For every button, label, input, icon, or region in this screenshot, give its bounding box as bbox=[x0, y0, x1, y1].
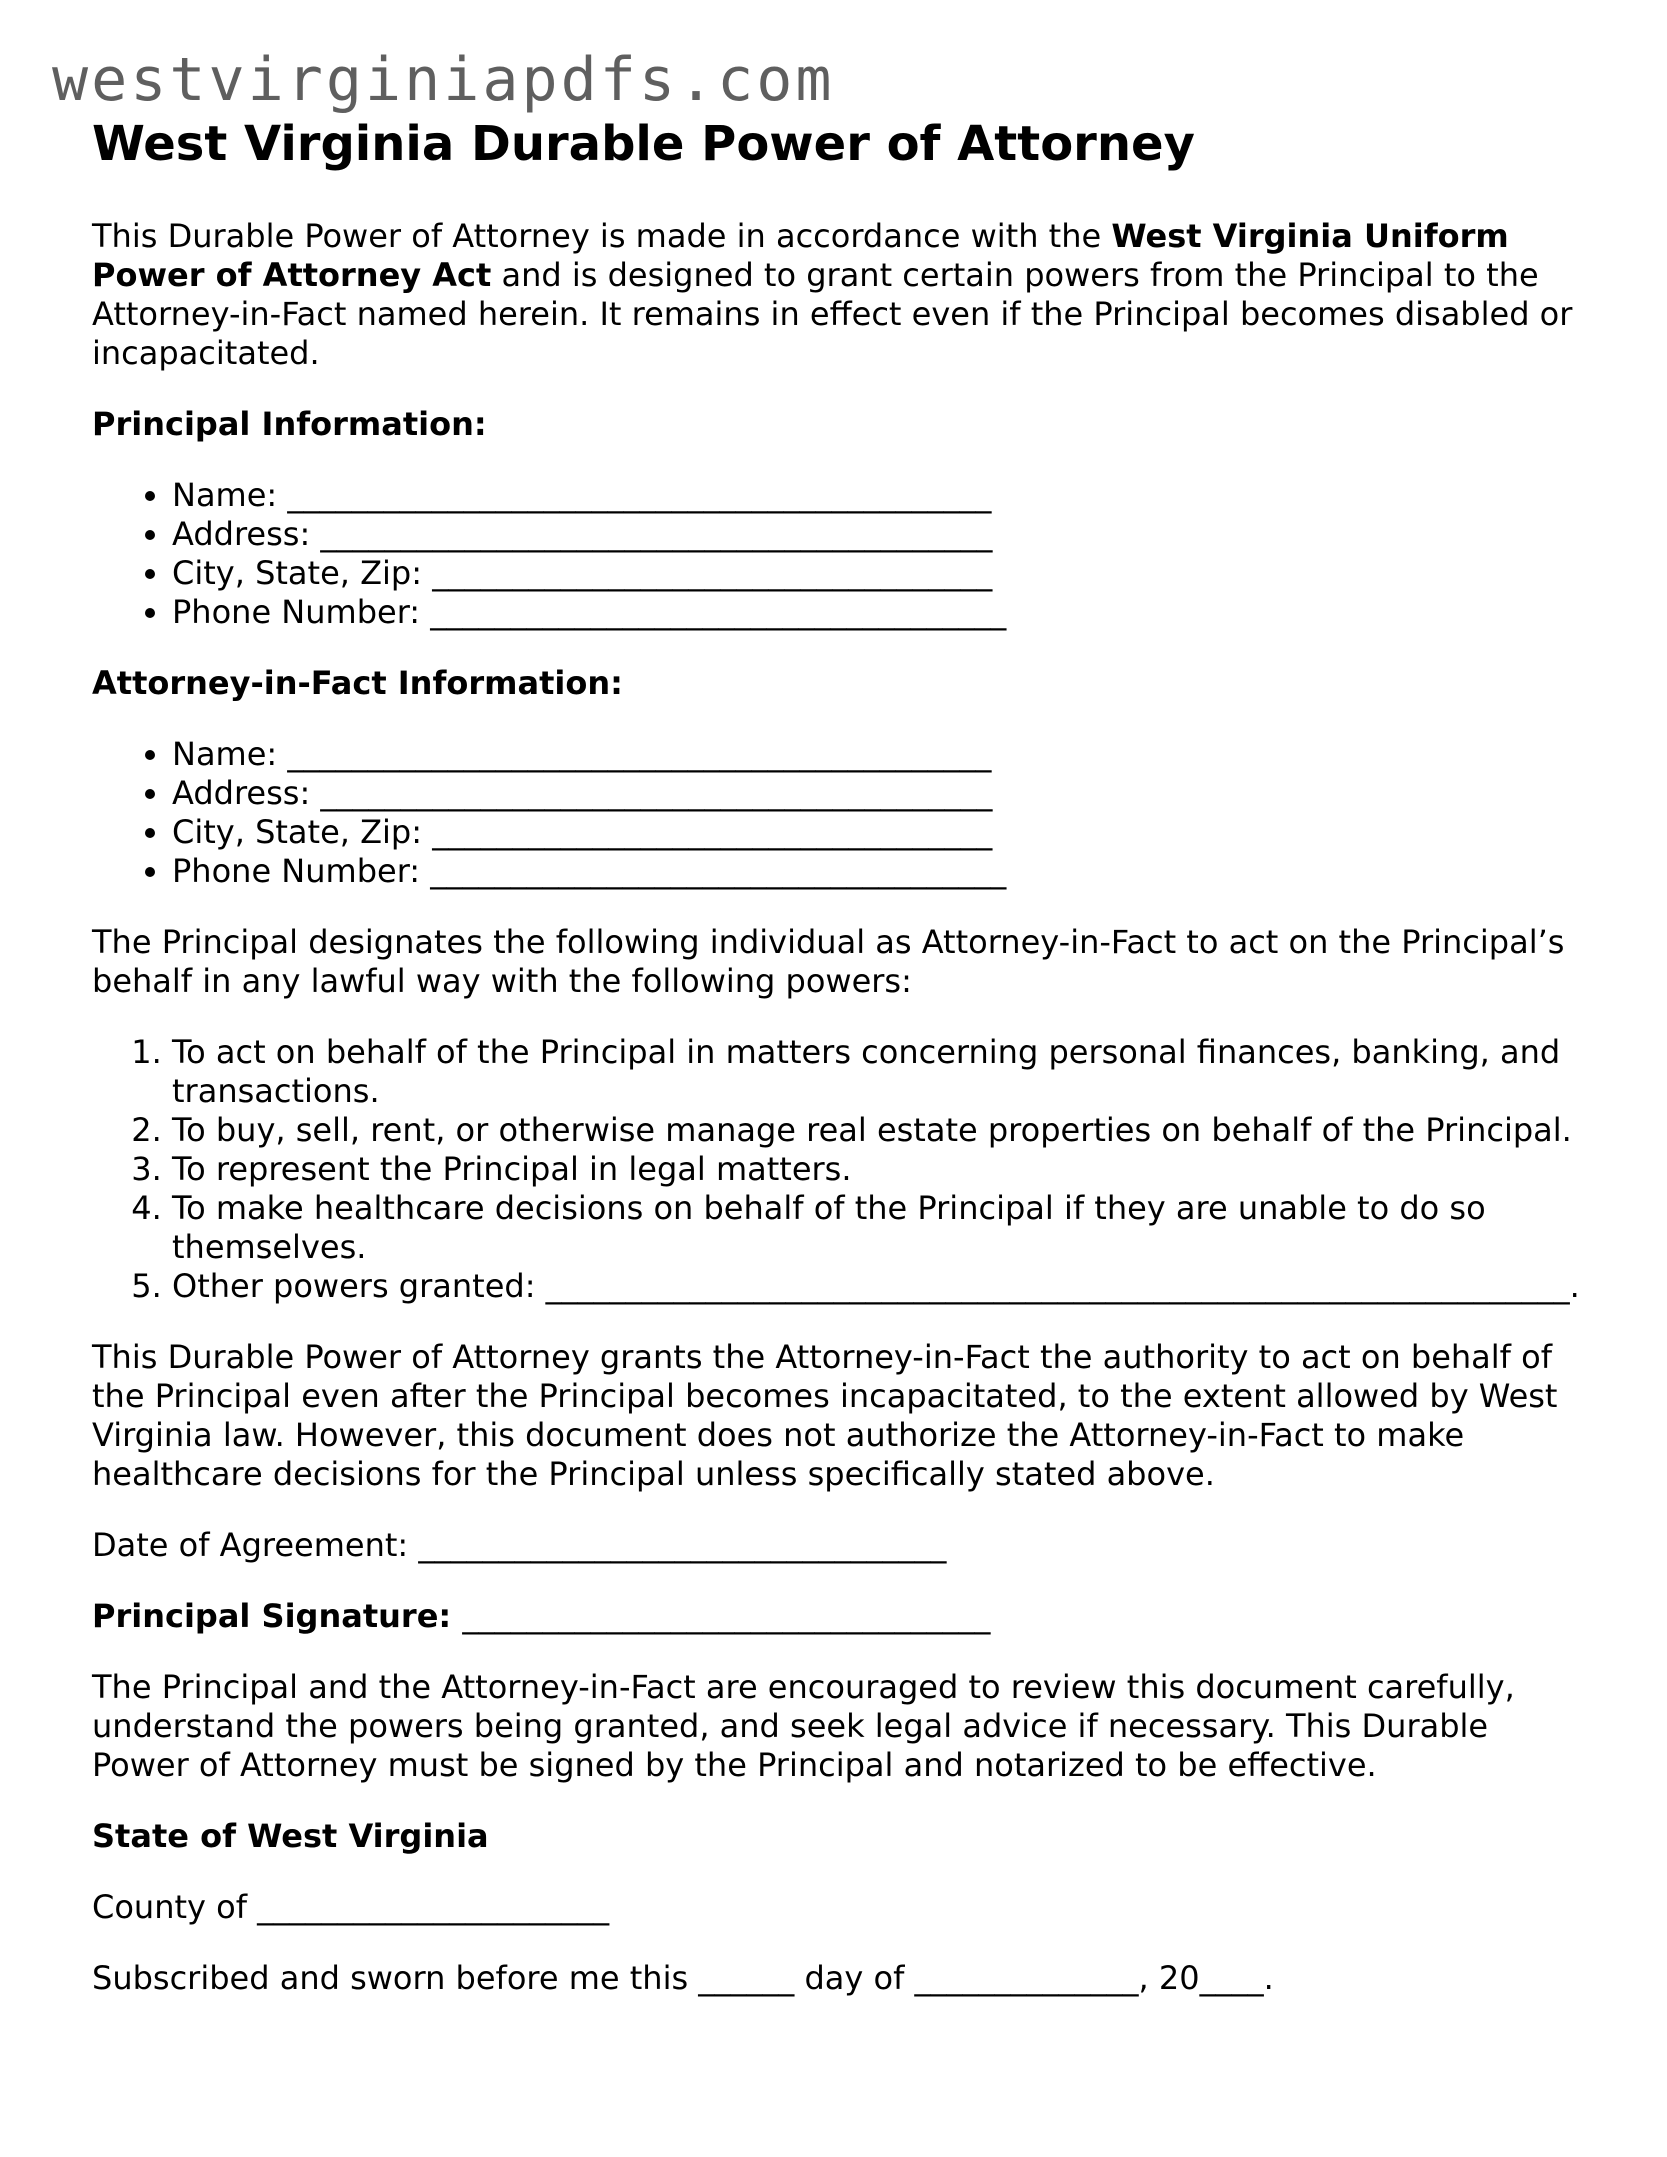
powers-list bbox=[92, 1033, 1592, 1306]
state-heading: State of West Virginia bbox=[92, 1816, 489, 1855]
principal-phone-field: • Phone Number: ____________________________________ bbox=[172, 593, 1592, 632]
document-page bbox=[92, 118, 1592, 2030]
principal-city-field: • City, State, Zip: ___________________________________ bbox=[172, 554, 1592, 593]
sworn-line: Subscribed and sworn before me this ______ day of ______________, 20____. bbox=[92, 1958, 1274, 1997]
power-item: 1. To act on behalf of the Principal in matters concerning personal finances, banking, and transactions. bbox=[172, 1033, 1592, 1111]
principal-address-field: • Address: __________________________________________ bbox=[172, 515, 1592, 554]
date-of-agreement-line: Date of Agreement: _________________________________ bbox=[92, 1525, 947, 1564]
act-name: West Virginia Uniform Power of Attorney Act bbox=[92, 216, 1509, 294]
advice-paragraph: The Principal and the Attorney-in-Fact are encouraged to review this document carefully, understand the powers being granted, and seek legal advice if necessary. This Durable Power of Attorney must be signed by the Principal and notarized to be effective. bbox=[92, 1667, 1515, 1784]
power-item: 4. To make healthcare decisions on behalf of the Principal if they are unable to do so themselves. bbox=[172, 1189, 1592, 1267]
attorney-address-field: • Address: __________________________________________ bbox=[172, 774, 1592, 813]
document-title: West Virginia Durable Power of Attorney bbox=[92, 116, 1195, 172]
principal-info-list bbox=[92, 476, 1592, 632]
attorney-info-list bbox=[92, 735, 1592, 891]
watermark: westvirginiapdfs.com bbox=[52, 45, 835, 115]
power-item: 2. To buy, sell, rent, or otherwise manage real estate properties on behalf of the Principal. bbox=[172, 1111, 1592, 1150]
principal-info-heading: Principal Information: bbox=[92, 404, 487, 443]
attorney-name-field: • Name: ____________________________________________ bbox=[172, 735, 1592, 774]
attorney-info-heading: Attorney-in-Fact Information: bbox=[92, 663, 623, 702]
principal-signature-line bbox=[92, 1597, 1592, 1636]
county-line: County of ______________________ bbox=[92, 1887, 610, 1926]
principal-name-field: • Name: ____________________________________________ bbox=[172, 476, 1592, 515]
intro-part2: and is designed to grant certain powers from the Principal to the Attorney-in-Fact named herein. It remains in effect even if the Principal becomes disabled or incapacitated. bbox=[92, 255, 1573, 372]
durability-paragraph: This Durable Power of Attorney grants the Attorney-in-Fact the authority to act on behalf of the Principal even after the Principal becomes incapacitated, to the extent allowed by West Virginia law. However, this document does not authorize the Attorney-in-Fact to make healthcare decisions for the Principal unless specifically stated above. bbox=[92, 1337, 1558, 1493]
designation-paragraph: The Principal designates the following individual as Attorney-in-Fact to act on the Principal’s behalf in any lawful way with the following powers: bbox=[92, 922, 1565, 1000]
signature-blank: _________________________________ bbox=[462, 1596, 991, 1635]
power-item-other: 5. Other powers granted: ________________________________________________________________. bbox=[172, 1267, 1592, 1306]
intro-part1: This Durable Power of Attorney is made in accordance with the bbox=[92, 216, 1112, 255]
signature-label: Principal Signature: bbox=[92, 1596, 463, 1635]
power-item: 3. To represent the Principal in legal matters. bbox=[172, 1150, 1592, 1189]
attorney-phone-field: • Phone Number: ____________________________________ bbox=[172, 852, 1592, 891]
attorney-city-field: • City, State, Zip: ___________________________________ bbox=[172, 813, 1592, 852]
intro-paragraph bbox=[92, 217, 1592, 373]
